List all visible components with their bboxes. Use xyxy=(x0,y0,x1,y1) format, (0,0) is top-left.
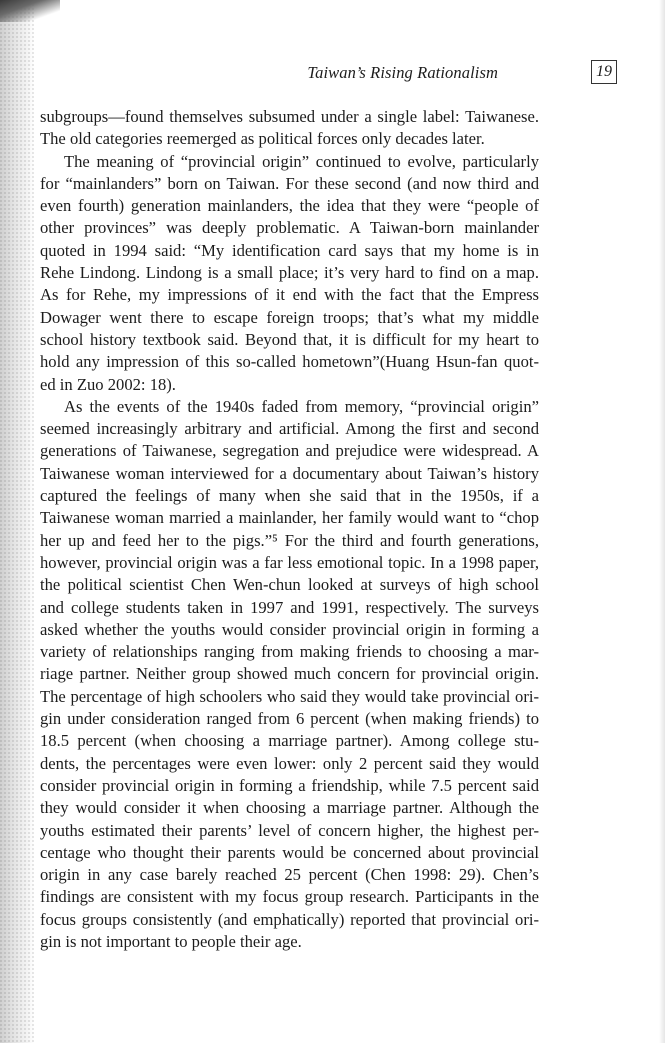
text-line: The meaning of “provincial origin” continued to evolve, particularly xyxy=(64,151,539,171)
text-line: Taiwanese woman interviewed for a documentary about Taiwan’s history xyxy=(40,463,539,483)
text-line: quoted in 1994 said: “My identification card says that my home is in xyxy=(40,240,539,260)
text-line: Rehe Lindong. Lindong is a small place; it’s very hard to find on a map. xyxy=(40,263,539,283)
running-head: Taiwan’s Rising Rationalism xyxy=(307,63,498,82)
text-line: centage who thought their parents would be concerned about provincial xyxy=(40,842,539,862)
text-line: hold any impression of this so-called hometown”(Huang Hsun-fan quot- xyxy=(40,352,539,372)
text-line: her up and feed her to the pigs.”⁵ For the third and fourth generations, xyxy=(40,530,539,550)
text-line: however, provincial origin was a far less emotional topic. In a 1998 paper, xyxy=(40,552,539,572)
scan-right-edge xyxy=(659,0,665,1043)
body-text xyxy=(40,106,539,953)
page-header xyxy=(0,62,665,88)
text-line: focus groups consistently (and emphatically) reported that provincial ori- xyxy=(40,909,539,929)
text-line: and college students taken in 1997 and 1991, respectively. The surveys xyxy=(40,597,539,617)
text-line: youths estimated their parents’ level of concern higher, the highest per- xyxy=(40,820,539,840)
text-line: 18.5 percent (when choosing a marriage partner). Among college stu- xyxy=(40,731,539,751)
text-line: consider provincial origin in forming a friendship, while 7.5 percent said xyxy=(40,775,539,795)
text-line: As for Rehe, my impressions of it end with the fact that the Empress xyxy=(40,285,539,305)
text-line: gin under consideration ranged from 6 percent (when making friends) to xyxy=(40,709,539,729)
text-line: subgroups—found themselves subsumed under a single label: Taiwanese. xyxy=(40,107,539,126)
text-line: generations of Taiwanese, segregation and prejudice were widespread. A xyxy=(40,441,539,461)
text-line: As the events of the 1940s faded from memory, “provincial origin” xyxy=(64,396,539,416)
text-line: the political scientist Chen Wen-chun looked at surveys of high school xyxy=(40,575,539,595)
text-line: variety of relationships ranging from making friends to choosing a mar- xyxy=(40,642,539,662)
text-line: gin is not important to people their age. xyxy=(40,931,302,951)
page-number: 19 xyxy=(591,60,617,84)
text-line: captured the feelings of many when she said that in the 1950s, if a xyxy=(40,486,539,506)
text-line: The old categories reemerged as political forces only decades later. xyxy=(40,129,485,149)
text-line: Taiwanese woman married a mainlander, her family would want to “chop xyxy=(40,508,539,528)
text-line: even fourth) generation mainlanders, the idea that they were “people of xyxy=(40,196,539,216)
text-line: asked whether the youths would consider provincial origin in forming a xyxy=(40,619,539,639)
text-line: school history textbook said. Beyond that, it is difficult for my heart to xyxy=(40,329,539,349)
scan-corner-shadow xyxy=(0,0,60,22)
text-line: riage partner. Neither group showed much concern for provincial origin. xyxy=(40,664,539,684)
text-line: they would consider it when choosing a marriage partner. Although the xyxy=(40,798,539,818)
text-line: findings are consistent with my focus group research. Participants in the xyxy=(40,887,539,907)
text-line: Dowager went there to escape foreign troops; that’s what my middle xyxy=(40,307,539,327)
text-line: for “mainlanders” born on Taiwan. For these second (and now third and xyxy=(40,173,539,193)
text-line: The percentage of high schoolers who said they would take provincial ori- xyxy=(40,686,539,706)
text-line: seemed increasingly arbitrary and artificial. Among the first and second xyxy=(40,419,539,439)
text-line: dents, the percentages were even lower: only 2 percent said they would xyxy=(40,753,539,773)
text-line: origin in any case barely reached 25 percent (Chen 1998: 29). Chen’s xyxy=(40,865,539,885)
text-line: other provinces” was deeply problematic. A Taiwan-born mainlander xyxy=(40,218,539,238)
scan-gutter-shading xyxy=(0,0,34,1043)
text-line: ed in Zuo 2002: 18). xyxy=(40,374,176,394)
